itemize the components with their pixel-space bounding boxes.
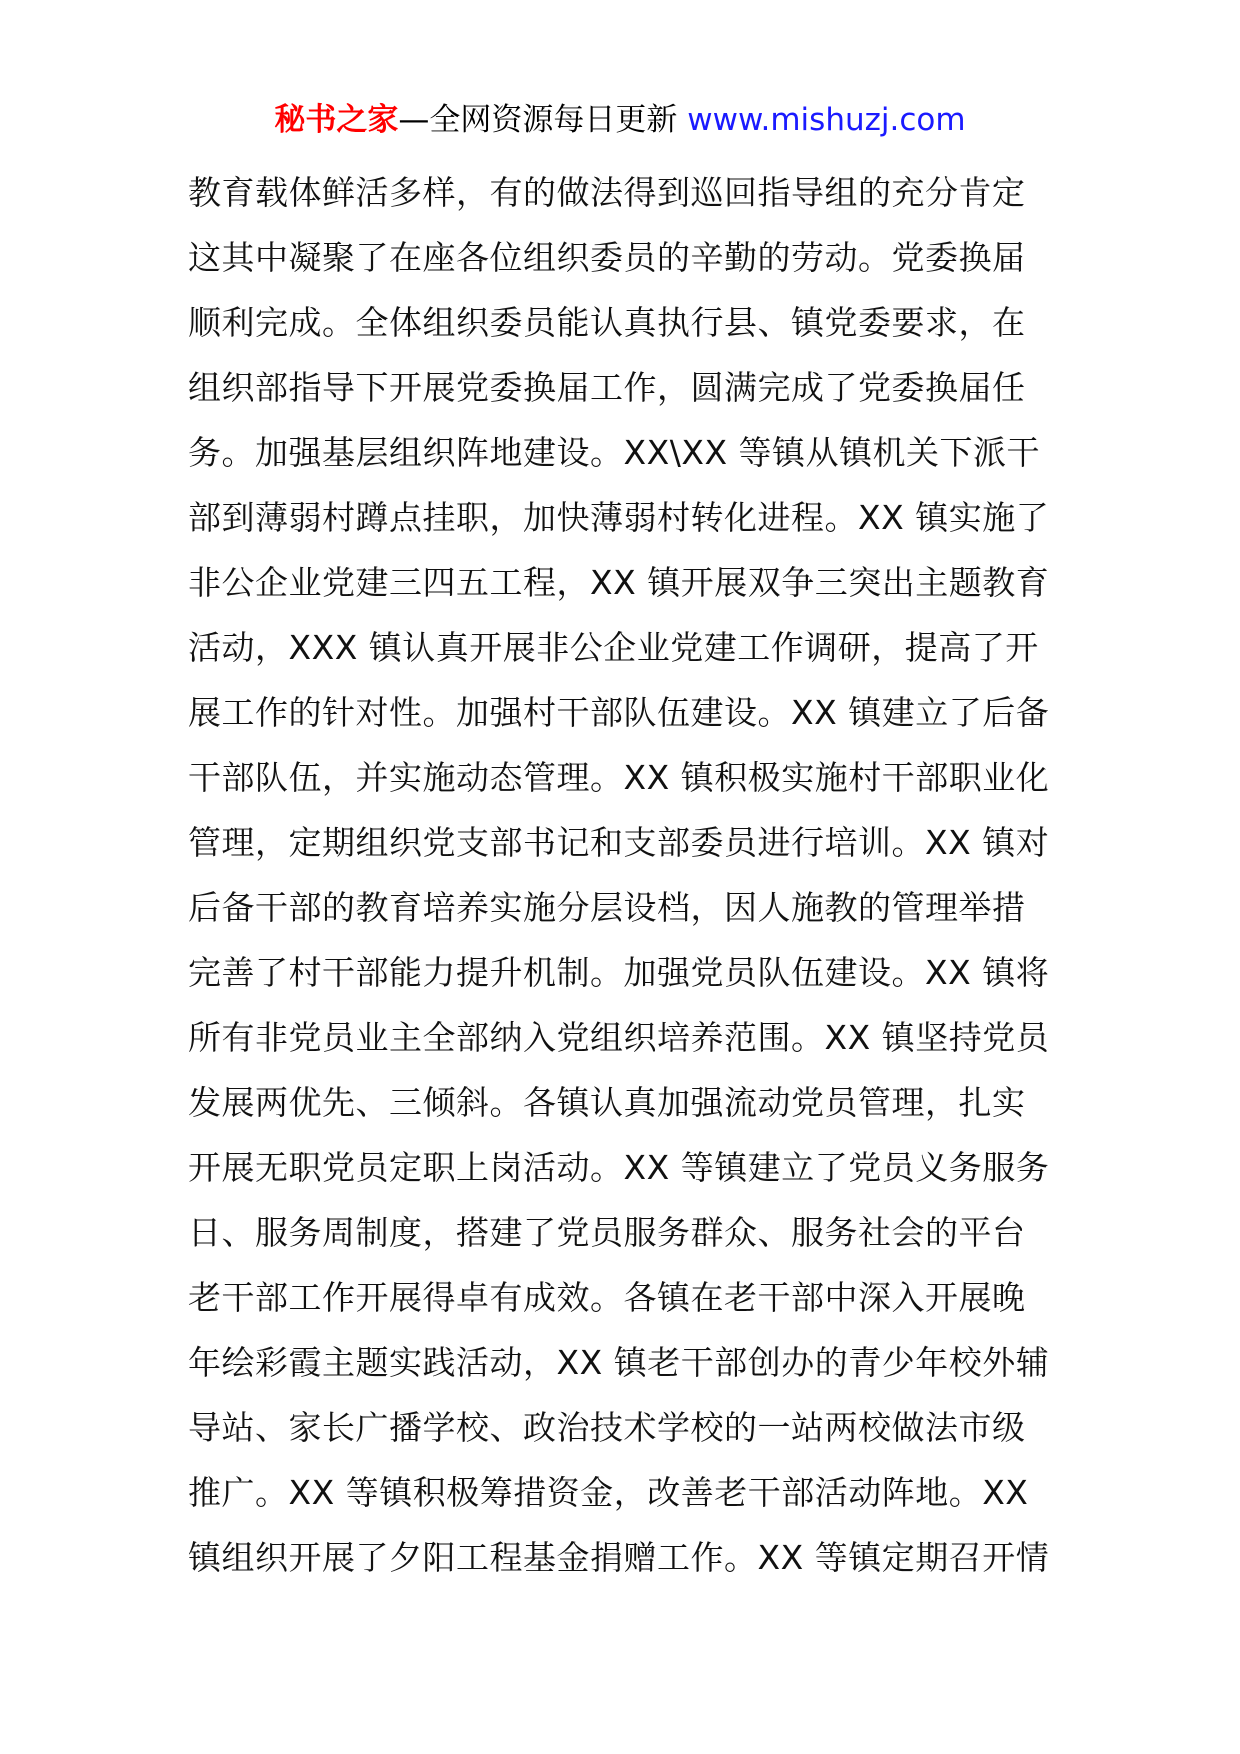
website-link[interactable]: www.mishuzj.com — [687, 102, 966, 138]
text-line: 开展无职党员定职上岗活动。XX 等镇建立了党员义务服务 — [188, 1148, 1050, 1187]
text-line: 教育载体鲜活多样，有的做法得到巡回指导组的充分肯定 — [188, 173, 1026, 212]
text-line: 展工作的针对性。加强村干部队伍建设。XX 镇建立了后备 — [188, 693, 1050, 732]
text-line: 老干部工作开展得卓有成效。各镇在老干部中深入开展晚 — [188, 1278, 1026, 1317]
text-line: 日、服务周制度，搭建了党员服务群众、服务社会的平台 — [188, 1213, 1026, 1252]
text-line: 干部队伍，并实施动态管理。XX 镇积极实施村干部职业化 — [188, 758, 1050, 797]
text-line: 这其中凝聚了在座各位组织委员的辛勤的劳动。党委换届 — [188, 238, 1026, 277]
text-line: 部到薄弱村蹲点挂职，加快薄弱村转化进程。XX 镇实施了 — [188, 498, 1050, 537]
text-line: 推广。XX 等镇积极筹措资金，改善老干部活动阵地。XX — [188, 1473, 1029, 1512]
page-header — [0, 98, 1240, 142]
text-line: 务。加强基层组织阵地建设。XX\XX 等镇从镇机关下派干 — [188, 433, 1041, 472]
text-line: 年绘彩霞主题实践活动，XX 镇老干部创办的青少年校外辅 — [188, 1343, 1050, 1382]
text-line: 后备干部的教育培养实施分层设档，因人施教的管理举措 — [188, 888, 1026, 927]
text-line: 非公企业党建三四五工程，XX 镇开展双争三突出主题教育 — [188, 563, 1050, 602]
text-line: 所有非党员业主全部纳入党组织培养范围。XX 镇坚持党员 — [188, 1018, 1050, 1057]
text-line: 完善了村干部能力提升机制。加强党员队伍建设。XX 镇将 — [188, 953, 1050, 992]
header-slogan: —全网资源每日更新 — [398, 102, 678, 138]
text-line: 活动，XXX 镇认真开展非公企业党建工作调研，提高了开 — [188, 628, 1039, 667]
brand-name: 秘书之家 — [274, 102, 399, 138]
text-line: 发展两优先、三倾斜。各镇认真加强流动党员管理，扎实 — [188, 1083, 1026, 1122]
text-line: 顺利完成。全体组织委员能认真执行县、镇党委要求，在 — [188, 303, 1026, 342]
body-text — [188, 160, 1058, 1590]
text-line: 组织部指导下开展党委换届工作，圆满完成了党委换届任 — [188, 368, 1026, 407]
text-line: 镇组织开展了夕阳工程基金捐赠工作。XX 等镇定期召开情 — [188, 1538, 1050, 1577]
text-line: 管理，定期组织党支部书记和支部委员进行培训。XX 镇对 — [188, 823, 1050, 862]
text-line: 导站、家长广播学校、政治技术学校的一站两校做法市级 — [188, 1408, 1026, 1447]
